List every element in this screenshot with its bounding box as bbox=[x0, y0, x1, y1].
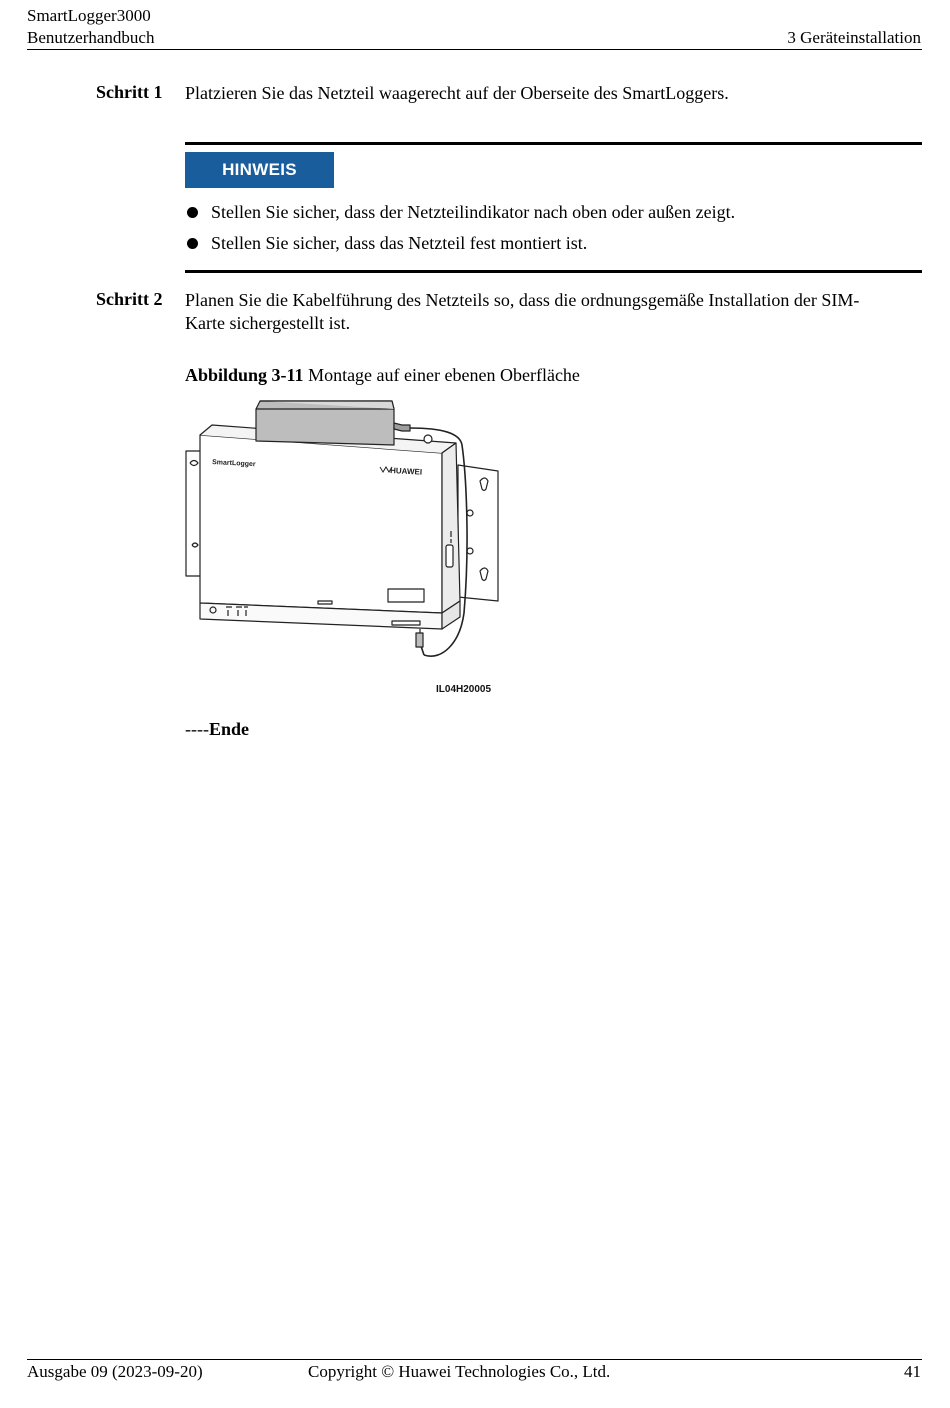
step-2-label: Schritt 2 bbox=[96, 289, 163, 309]
footer-edition: Ausgabe 09 (2023-09-20) bbox=[27, 1362, 203, 1381]
footer-page-number: 41 bbox=[904, 1362, 921, 1381]
note-bullet-2 bbox=[187, 238, 198, 249]
note-item-2: Stellen Sie sicher, dass das Netzteil fest montiert ist. bbox=[211, 233, 588, 253]
step-1-label: Schritt 1 bbox=[96, 82, 163, 102]
step-1-text: Platzieren Sie das Netzteil waagerecht auf der Oberseite des SmartLoggers. bbox=[185, 83, 729, 103]
header-product: SmartLogger3000 bbox=[27, 6, 151, 25]
figure-caption-number: Abbildung 3-11 bbox=[185, 365, 304, 385]
smartlogger-mounting-illustration bbox=[180, 393, 510, 703]
end-dashes: ---- bbox=[185, 719, 209, 739]
dc-plug bbox=[416, 633, 423, 647]
left-mounting-bracket bbox=[186, 451, 200, 576]
brand-label: HUAWEI bbox=[389, 466, 423, 477]
header-chapter: 3 Geräteinstallation bbox=[787, 28, 921, 47]
right-mounting-bracket bbox=[458, 465, 498, 601]
note-badge: HINWEIS bbox=[185, 152, 334, 188]
figure-caption bbox=[185, 365, 580, 386]
step-2-text-line-2: Karte sichergestellt ist. bbox=[185, 313, 351, 333]
header-rule bbox=[27, 49, 922, 50]
footer-rule bbox=[27, 1359, 922, 1360]
step-2-text-line-1: Planen Sie die Kabelführung des Netzteils so, dass die ordnungsgemäße Installation der SIM- bbox=[185, 290, 860, 310]
end-marker bbox=[185, 718, 249, 741]
note-bottom-rule bbox=[185, 270, 922, 273]
header-manual: Benutzerhandbuch bbox=[27, 28, 155, 47]
note-item-1: Stellen Sie sicher, dass der Netzteilindikator nach oben oder außen zeigt. bbox=[211, 202, 736, 222]
note-top-rule bbox=[185, 142, 922, 145]
end-word: Ende bbox=[208, 719, 250, 739]
footer-copyright: Copyright © Huawei Technologies Co., Ltd. bbox=[308, 1362, 611, 1381]
figure-id-label: IL04H20005 bbox=[436, 684, 492, 695]
note-bullet-1 bbox=[187, 207, 198, 218]
device-label: SmartLogger bbox=[211, 459, 256, 469]
figure-caption-text: Montage auf einer ebenen Oberfläche bbox=[303, 365, 580, 385]
